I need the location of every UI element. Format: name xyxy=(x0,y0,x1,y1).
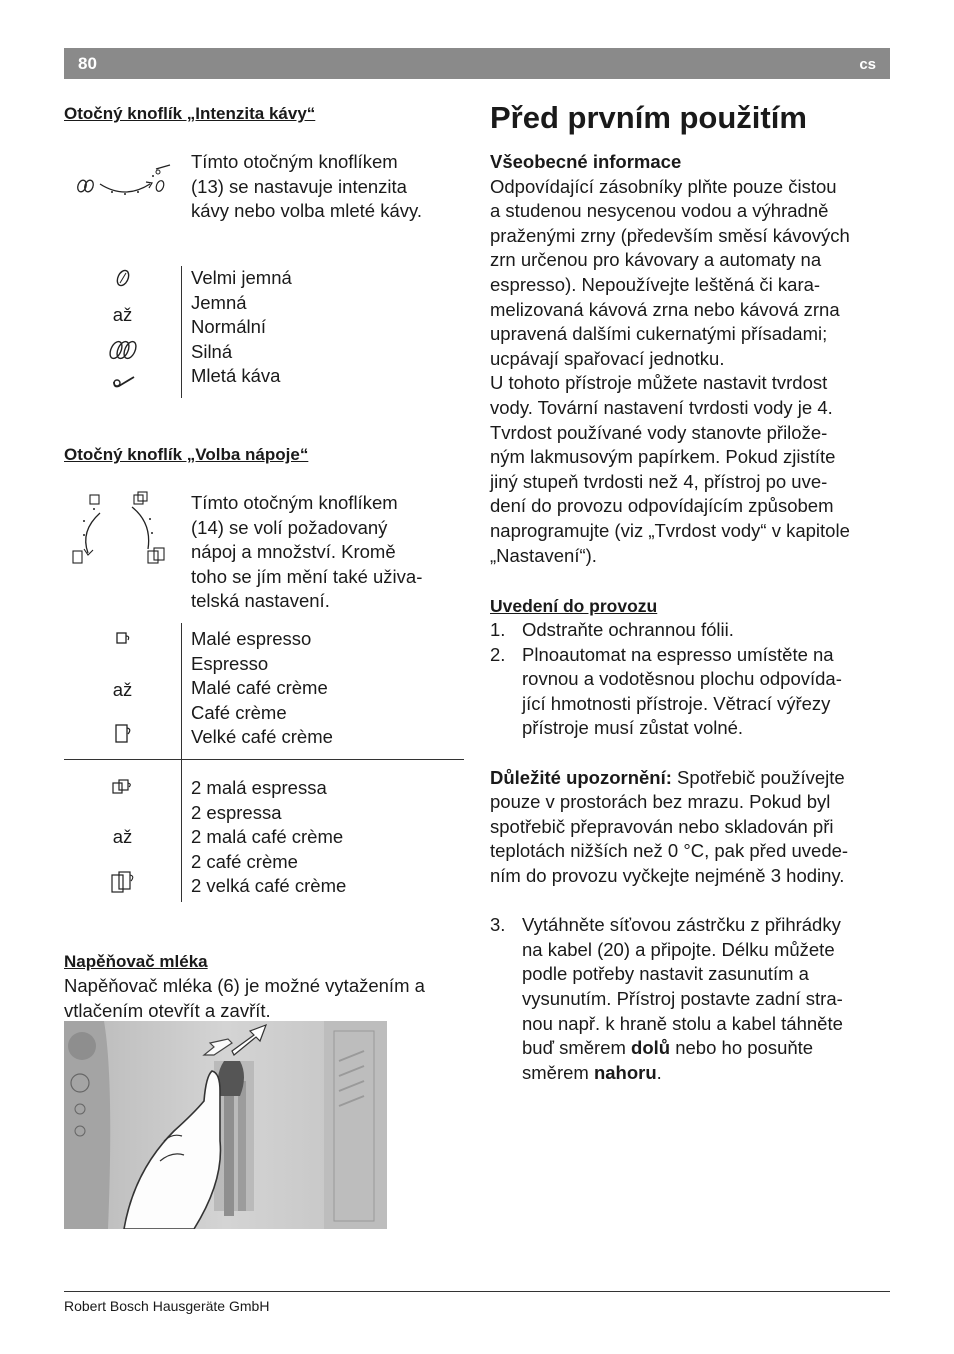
text-line: toho se jím mění také uživa- xyxy=(191,565,423,587)
text-line: Tímto otočným knoflíkem xyxy=(191,151,398,172)
text-line: (14) se volí požadovaný xyxy=(191,516,388,538)
page-title: Před prvním použitím xyxy=(490,100,807,135)
table-divider xyxy=(181,760,182,902)
text-line: ným lakmusovým papírkem. Pokud zjistíte xyxy=(490,446,836,468)
drink-knob-title: Otočný knoflík „Volba nápoje“ xyxy=(64,445,309,464)
text-line: vody. Tovární nastavení tvrdosti vody je 4. xyxy=(490,396,833,418)
to-label: až xyxy=(112,679,133,700)
text-line: upravená dalšími cukernatými přísadami; xyxy=(490,323,828,345)
text-line: Odpovídající zásobníky plňte pouze čistou xyxy=(490,175,837,197)
option-item: Velmi jemná xyxy=(191,267,292,288)
text-line: nápoj a množství. Kromě xyxy=(191,541,396,563)
text-line: (13) se nastavuje intenzita xyxy=(191,175,407,197)
option-item: 2 café crème xyxy=(191,850,298,872)
startup-heading: Uvedení do provozu xyxy=(490,596,658,617)
option-item: 2 malá café crème xyxy=(191,826,344,848)
text-line: jiný stupeň tvrdosti než 4, přístroj po uve- xyxy=(490,470,828,492)
option-item: 2 malá espressa xyxy=(191,777,327,798)
list-item: 3. Vytáhněte síťovou zástrčku z přihrádky na kabel (20) a připojte. Délku můžete podle potřeby nastavit zasunutím a vysunutím. Přístroj postavte zadní stra- nou např. k hraně stolu a kabel táhněte buď směrem dolů nebo ho posuňte směrem nahoru. xyxy=(490,914,843,1083)
intensity-options-table xyxy=(64,266,464,398)
table-divider xyxy=(181,266,182,398)
left-column xyxy=(64,102,464,1023)
option-item: Café crème xyxy=(191,701,287,723)
text-line: Napěňovač mléka (6) je možné vytažením a xyxy=(64,975,425,996)
table-divider xyxy=(181,623,182,759)
important-label: Důležité upozornění: xyxy=(490,766,672,788)
text-line: vtlačením otevřít a zavřít. xyxy=(64,999,271,1021)
text-line: Tvrdost používané vody stanovte přilože- xyxy=(490,421,828,443)
text-line: telská nastavení. xyxy=(191,590,330,612)
text-line: „Nastavení“). xyxy=(490,544,597,566)
text-line: dení do provozu odpovídajícím způsobem xyxy=(490,495,834,517)
milk-frother-illustration xyxy=(64,1021,387,1229)
intensity-knob-title: Otočný knoflík „Intenzita kávy“ xyxy=(64,104,316,123)
intensity-dial-icon xyxy=(70,160,180,200)
text-line: kávy nebo volba mleté kávy. xyxy=(191,200,423,222)
two-small-cups-icon xyxy=(64,778,181,801)
option-item: Velké café crème xyxy=(191,726,333,748)
language-code: cs xyxy=(859,56,876,73)
milk-frother-title: Napěňovač mléka xyxy=(64,952,208,971)
to-label: až xyxy=(112,826,133,847)
drink-knob-description xyxy=(64,491,464,621)
to-label: až xyxy=(112,304,133,325)
drink-double-table xyxy=(64,760,464,902)
option-item: Silná xyxy=(191,340,233,362)
small-cup-icon xyxy=(64,629,181,651)
text-line: a studenou nesycenou vodou a výhradně xyxy=(490,200,829,222)
header-bar xyxy=(64,48,890,79)
drink-single-table xyxy=(64,623,464,759)
startup-steps xyxy=(490,618,890,741)
intensity-knob-description xyxy=(64,150,464,246)
page-number: 80 xyxy=(78,54,97,73)
text-line: ním do provozu vyčkejte nejméně 3 hodiny. xyxy=(490,865,845,887)
option-item: Espresso xyxy=(191,652,269,674)
text-line: teplotách nižších než 0 °C, pak před uvede- xyxy=(490,840,849,862)
option-item: Jemná xyxy=(191,291,247,313)
text-line: Tímto otočným knoflíkem xyxy=(191,492,398,513)
option-item: Normální xyxy=(191,316,267,338)
text-line: praženými zrny (především směsí kávových xyxy=(490,224,850,246)
general-info-heading: Všeobecné informace xyxy=(490,151,682,172)
right-column xyxy=(490,100,890,1085)
text-line: espresso). Nepoužívejte leštěná či kara- xyxy=(490,273,821,295)
startup-steps-continued xyxy=(490,913,890,1085)
large-cup-icon xyxy=(64,723,181,750)
option-item: 2 velká café crème xyxy=(191,875,347,897)
option-item: Malé espresso xyxy=(191,628,312,649)
bean-triple-icon xyxy=(64,338,181,367)
bean-single-icon xyxy=(64,268,181,293)
option-item: Malé café crème xyxy=(191,677,328,699)
list-item: 2. Plnoautomat na espresso umístěte na rovnou a vodotěsnou plochu odpovída- jící hmotnosti přístroje. Větrací výřezy přístroje musí zůstat volné. xyxy=(490,643,842,739)
text-line: zrn určenou pro kávovary a automaty na xyxy=(490,249,822,271)
footer-company: Robert Bosch Hausgeräte GmbH xyxy=(64,1298,270,1314)
text-line: melizovaná kávová zrna nebo kávová zrna xyxy=(490,298,840,320)
text-line: ucpávají spařovací jednotku. xyxy=(490,347,725,369)
option-item: 2 espressa xyxy=(191,801,282,823)
text-line: spotřebič přepravován nebo skladován při xyxy=(490,815,834,837)
option-item: Mletá káva xyxy=(191,365,281,387)
important-note: Důležité upozornění: Spotřebič používejte pouze v prostorách bez mrazu. Pokud byl spotřebič přepravován nebo skladován při teplotách nižších než 0 °C, pak před uvede- ním do provozu vyčkejte nejméně 3 hodiny. xyxy=(490,766,890,889)
two-large-cups-icon xyxy=(64,870,181,899)
text-line: pouze v prostorách bez mrazu. Pokud byl xyxy=(490,791,831,813)
drink-dial-icon xyxy=(70,491,180,571)
text-line: naprogramujte (viz „Tvrdost vody“ v kapitole xyxy=(490,519,850,541)
footer-divider xyxy=(64,1291,890,1292)
text-line: U tohoto přístroje můžete nastavit tvrdost xyxy=(490,372,828,394)
list-item: 1. Odstraňte ochrannou fólii. xyxy=(490,619,734,641)
ground-coffee-spoon-icon xyxy=(64,370,181,395)
